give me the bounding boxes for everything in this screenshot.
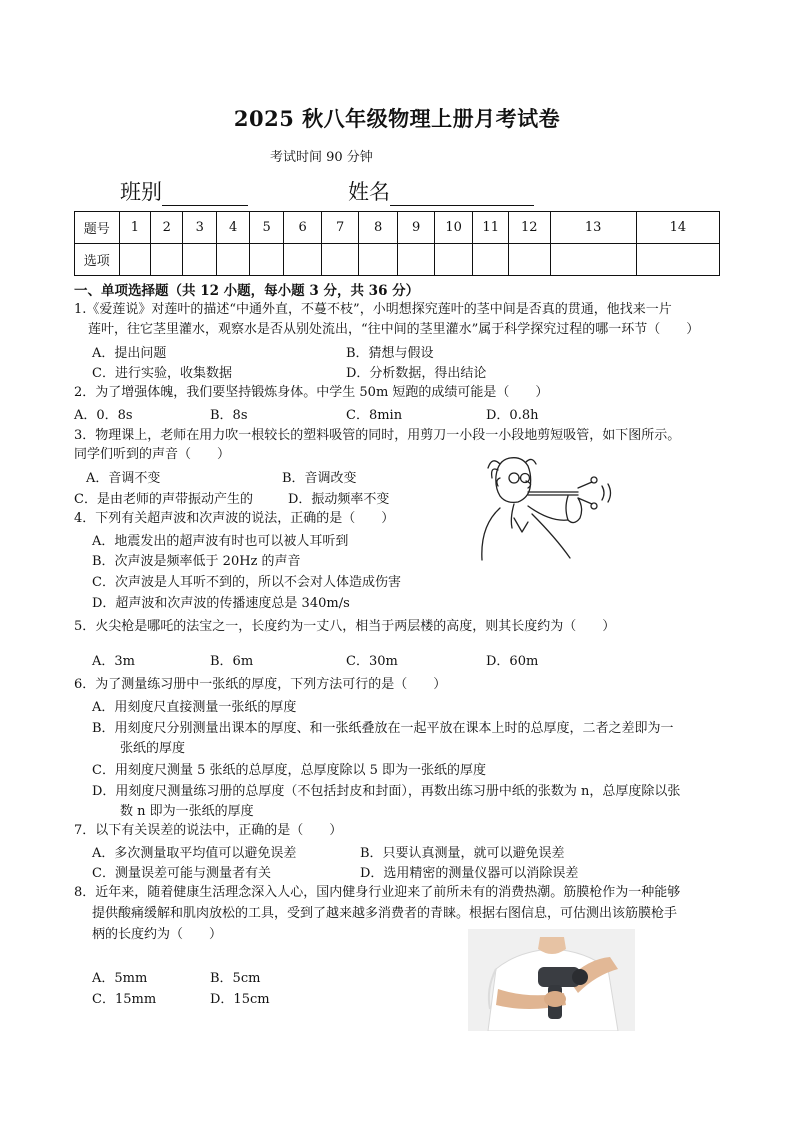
q5-option-d[interactable]: D．60m [486, 654, 539, 669]
q3-option-b[interactable]: B．音调改变 [282, 471, 357, 486]
q-number: 3 [183, 212, 216, 244]
q5-stem: 5．火尖枪是哪吒的法宝之一，长度约为一丈八，相当于两层楼的高度，则其长度约为（ ） [74, 619, 616, 634]
exam-title: 2025 秋八年级物理上册月考试卷 [233, 106, 561, 131]
q3-stem-line2: 同学们听到的声音（ ） [74, 447, 231, 462]
q4-option-d[interactable]: D．超声波和次声波的传播速度总是 340m/s [92, 596, 350, 611]
row-header-number: 题号 [75, 212, 120, 244]
q-number: 2 [151, 212, 183, 244]
q6-option-b-line2: 张纸的厚度 [120, 741, 186, 756]
q8-option-d[interactable]: D．15cm [210, 992, 270, 1007]
q1-stem-line1: 1.《爱莲说》对莲叶的描述“中通外直，不蔓不枝”，小明想探究莲叶的茎中间是否真的贯通，他找来一片 [74, 302, 672, 317]
q-number: 8 [358, 212, 398, 244]
answer-cell[interactable] [508, 244, 550, 276]
answer-cell[interactable] [322, 244, 359, 276]
q5-option-a[interactable]: A．3m [92, 654, 135, 669]
answer-cell[interactable] [183, 244, 216, 276]
q8-stem-line2: 提供酸痛缓解和肌肉放松的工具，受到了越来越多消费者的青睐。根据右图信息，可估测出该筋膜枪手 [92, 906, 678, 921]
q6-option-d-line2: 数 n 即为一张纸的厚度 [120, 804, 254, 819]
q6-option-c[interactable]: C．用刻度尺测量 5 张纸的总厚度，总厚度除以 5 即为一张纸的厚度 [92, 763, 487, 778]
q2-option-b[interactable]: B．8s [210, 408, 248, 423]
q2-option-d[interactable]: D．0.8h [486, 408, 539, 423]
q5-option-c[interactable]: C．30m [346, 654, 398, 669]
class-label: 班别 [120, 180, 162, 204]
q1-option-b[interactable]: B．猜想与假设 [346, 346, 434, 361]
answer-cell[interactable] [473, 244, 508, 276]
q6-option-d-line1[interactable]: D．用刻度尺测量练习册的总厚度（不包括封皮和封面），再数出练习册中纸的张数为 n，总厚度除以张 [92, 784, 681, 799]
massage-gun-photo [468, 929, 635, 1031]
q3-stem-line1: 3．物理课上，老师在用力吹一根较长的塑料吸管的同时，用剪刀一小段一小段地剪短吸管，如下图所示。 [74, 428, 681, 443]
q4-option-b[interactable]: B．次声波是频率低于 20Hz 的声音 [92, 554, 301, 569]
q2-stem: 2．为了增强体魄，我们要坚持锻炼身体。中学生 50m 短跑的成绩可能是（ ） [74, 385, 549, 400]
name-label: 姓名 [348, 180, 390, 204]
q4-option-c[interactable]: C．次声波是人耳听不到的，所以不会对人体造成伤害 [92, 575, 401, 590]
q-number: 1 [119, 212, 150, 244]
row-header-option: 选项 [75, 244, 120, 276]
q7-stem: 7．以下有关误差的说法中，正确的是（ ） [74, 823, 343, 838]
q8-option-c[interactable]: C．15mm [92, 992, 157, 1007]
answer-cell[interactable] [250, 244, 283, 276]
q-number: 12 [508, 212, 550, 244]
q1-option-a[interactable]: A．提出问题 [92, 346, 167, 361]
q-number: 6 [283, 212, 322, 244]
answer-cell[interactable] [434, 244, 473, 276]
q4-stem: 4．下列有关超声波和次声波的说法，正确的是（ ） [74, 511, 395, 526]
q5-option-b[interactable]: B．6m [210, 654, 254, 669]
q4-option-a[interactable]: A．地震发出的超声波有时也可以被人耳听到 [92, 534, 349, 549]
q8-option-b[interactable]: B．5cm [210, 971, 261, 986]
exam-duration: 考试时间 90 分钟 [270, 150, 373, 165]
q2-option-a[interactable]: A．0．8s [74, 408, 133, 423]
q1-stem-line2: 莲叶，往它茎里灌水，观察水是否从别处流出，“往中间的茎里灌水”属于科学探究过程的哪一环节（ ） [88, 322, 700, 337]
q3-option-c[interactable]: C．是由老师的声带振动产生的 [74, 492, 253, 507]
q-number: 14 [636, 212, 719, 244]
answer-cell[interactable] [119, 244, 150, 276]
answer-cell[interactable] [283, 244, 322, 276]
q8-stem-line1: 8．近年来，随着健康生活理念深入人心，国内健身行业迎来了前所未有的消费热潮。筋膜枪作为一种能够 [74, 885, 681, 900]
q-number: 9 [398, 212, 435, 244]
class-blank[interactable] [162, 183, 248, 206]
q3-option-a[interactable]: A．音调不变 [86, 471, 161, 486]
name-blank[interactable] [390, 183, 534, 206]
q-number: 4 [216, 212, 249, 244]
q1-option-c[interactable]: C．进行实验，收集数据 [92, 366, 232, 381]
answer-cell[interactable] [216, 244, 249, 276]
q7-option-b[interactable]: B．只要认真测量，就可以避免误差 [360, 846, 565, 861]
q-number: 5 [250, 212, 283, 244]
answer-cell[interactable] [358, 244, 398, 276]
answer-cell[interactable] [636, 244, 719, 276]
answer-cell[interactable] [398, 244, 435, 276]
q-number: 11 [473, 212, 508, 244]
q7-option-c[interactable]: C．测量误差可能与测量者有关 [92, 866, 271, 881]
answer-cell[interactable] [550, 244, 636, 276]
q3-option-d[interactable]: D．振动频率不变 [288, 492, 390, 507]
q2-option-c[interactable]: C．8min [346, 408, 403, 423]
q8-stem-line3: 柄的长度约为（ ） [92, 927, 223, 942]
q8-option-a[interactable]: A．5mm [92, 971, 148, 986]
q-number: 13 [550, 212, 636, 244]
q6-stem: 6．为了测量练习册中一张纸的厚度，下列方法可行的是（ ） [74, 677, 447, 692]
q1-option-d[interactable]: D．分析数据，得出结论 [346, 366, 487, 381]
table-row [75, 244, 720, 276]
q7-option-a[interactable]: A．多次测量取平均值可以避免误差 [92, 846, 297, 861]
q-number: 10 [434, 212, 473, 244]
name-field [348, 176, 534, 206]
table-row [75, 212, 720, 244]
answer-table [74, 211, 720, 276]
q7-option-d[interactable]: D．选用精密的测量仪器可以消除误差 [360, 866, 579, 881]
q-number: 7 [322, 212, 359, 244]
q6-option-b-line1[interactable]: B．用刻度尺分别测量出课本的厚度、和一张纸叠放在一起平放在课本上时的总厚度，二者之差即为一 [92, 721, 674, 736]
answer-cell[interactable] [151, 244, 183, 276]
teacher-straw-figure [470, 448, 620, 563]
class-field [120, 176, 248, 206]
section-heading: 一、单项选择题（共 12 小题，每小题 3 分，共 36 分） [74, 283, 420, 299]
q6-option-a[interactable]: A．用刻度尺直接测量一张纸的厚度 [92, 700, 297, 715]
